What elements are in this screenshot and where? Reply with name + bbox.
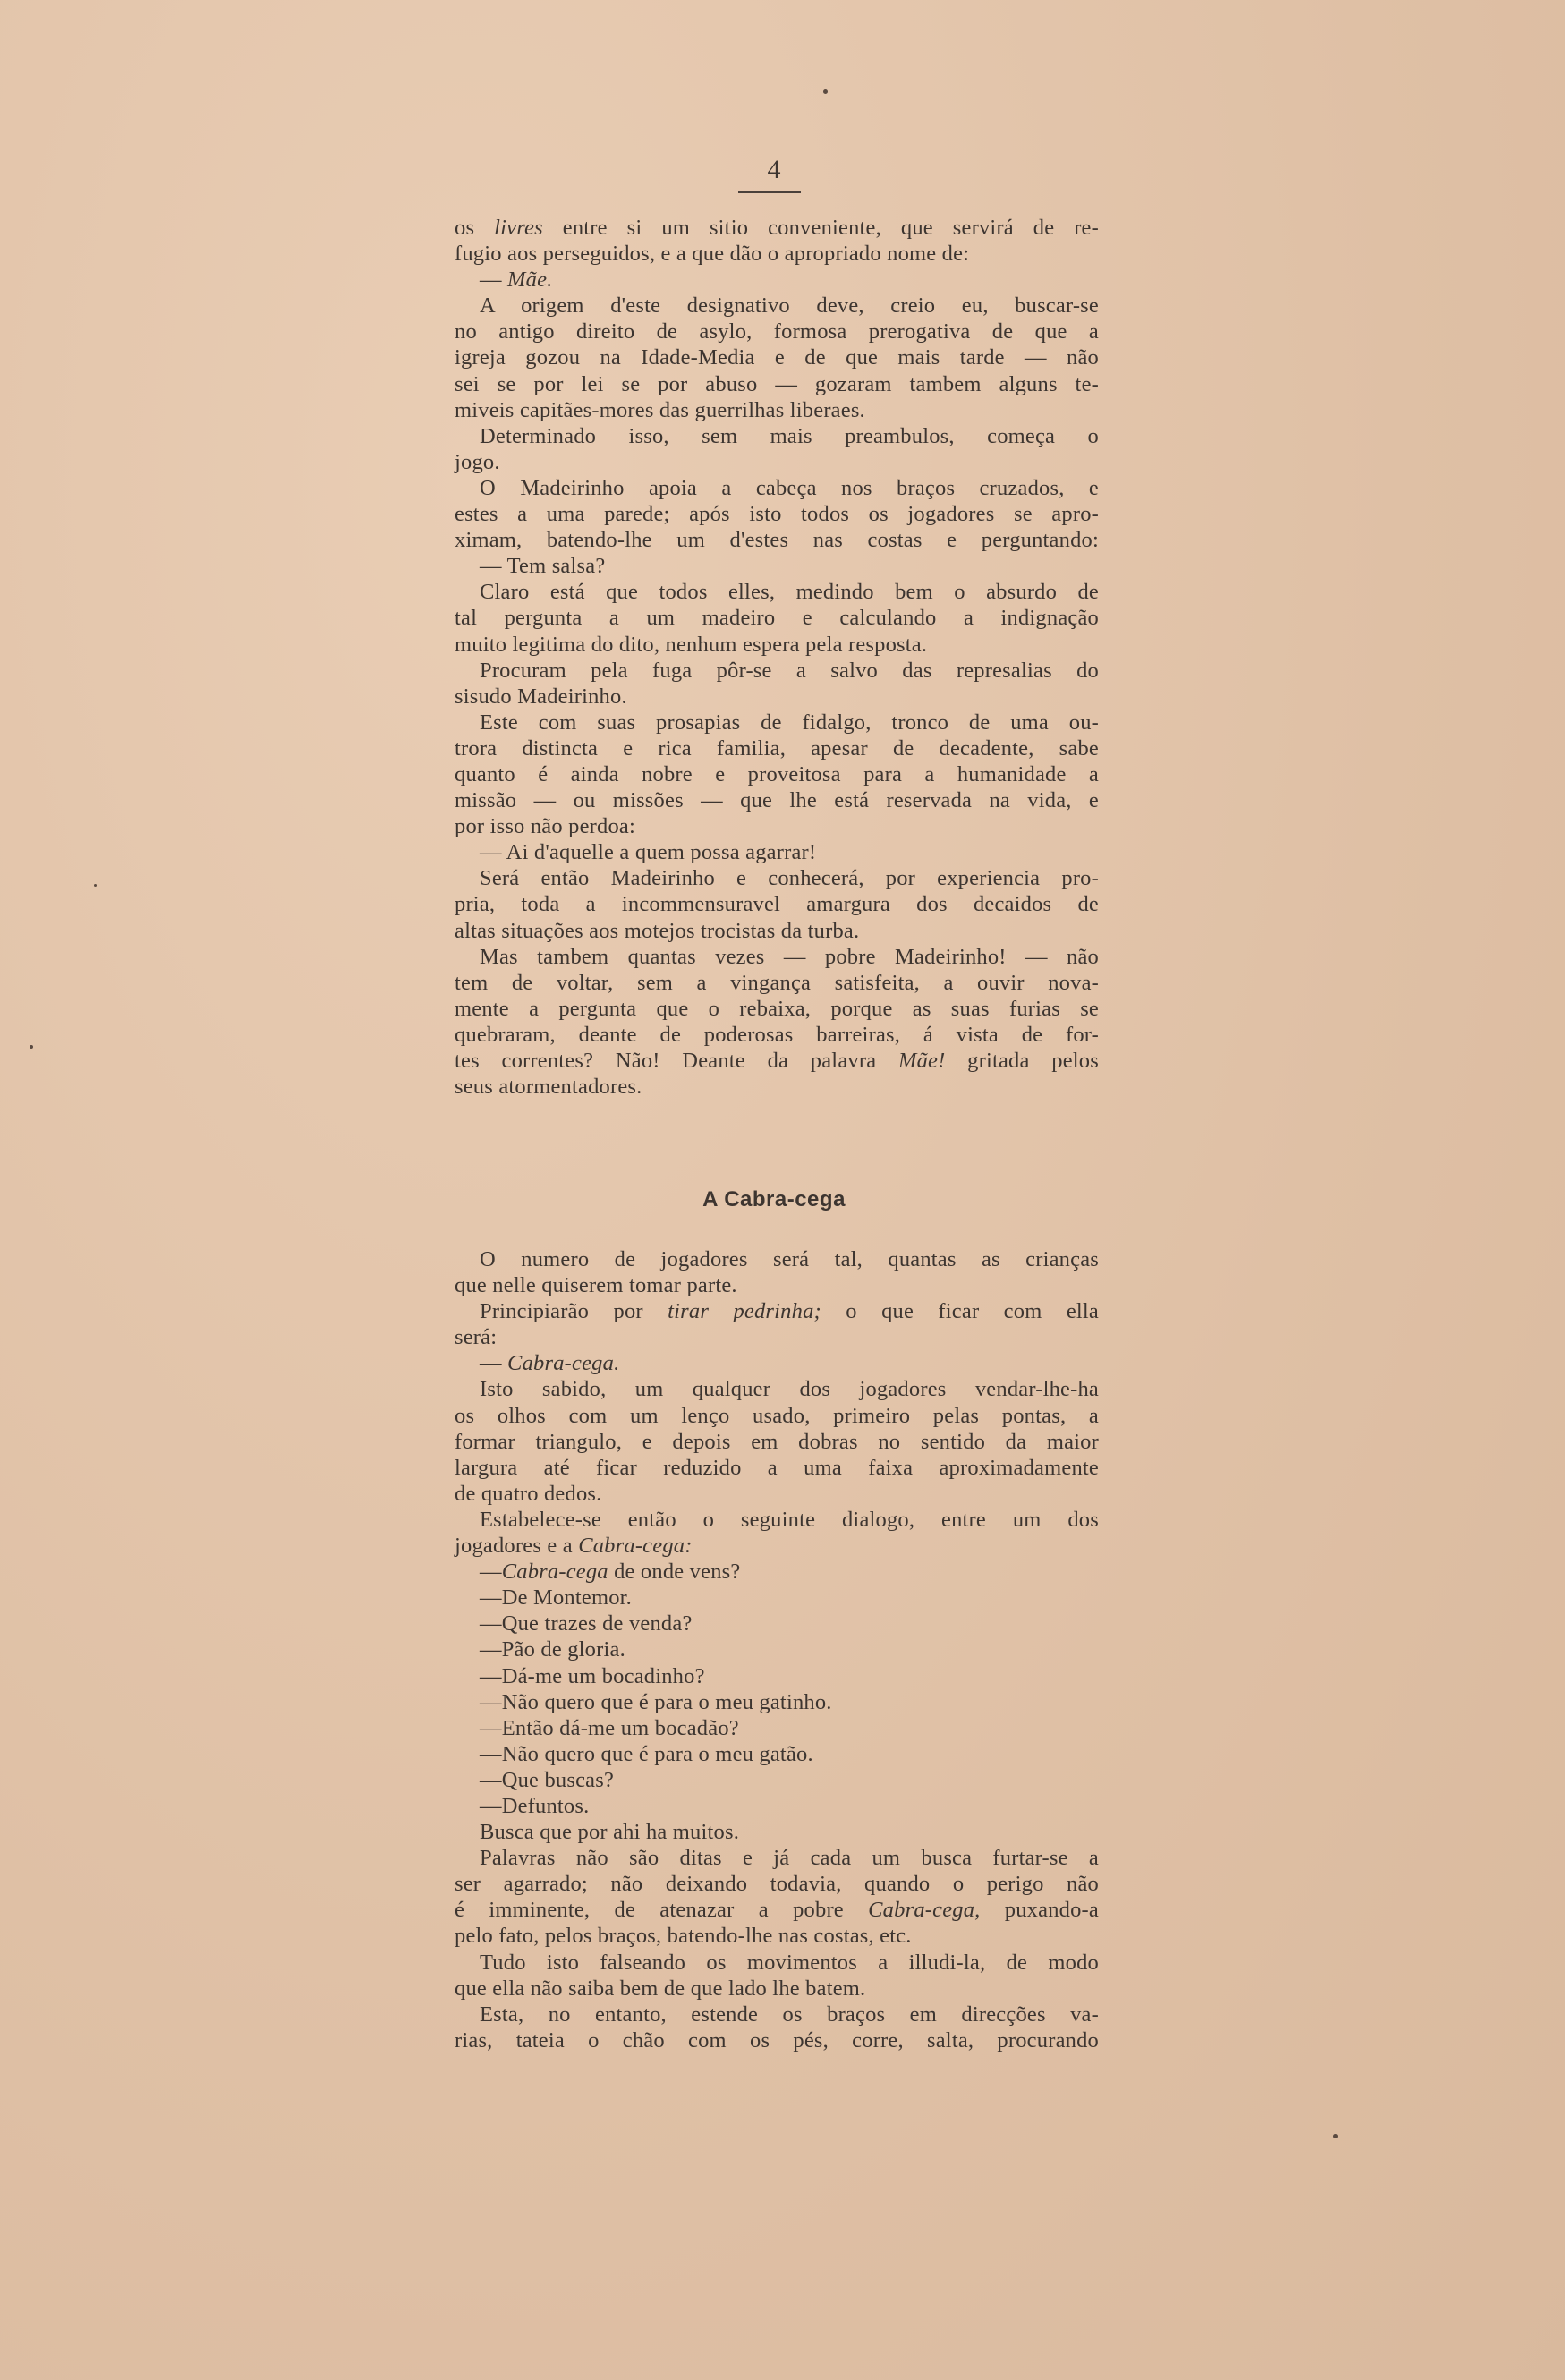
text-run: muito legitima do dito, nenhum espera pela resposta. (455, 632, 928, 657)
text-line (455, 1403, 1099, 1429)
text-run: Esta, no entanto, estende os braços em direcções va- (480, 2002, 1099, 2027)
italic-text: Cabra-cega (501, 1560, 608, 1585)
text-run: missão — ou missões — que lhe está reservada na vida, e (455, 788, 1099, 813)
text-run: Este com suas prosapias de fidalgo, tronco de uma ou- (480, 710, 1099, 735)
text-line (455, 1636, 1099, 1662)
text-line (455, 1741, 1099, 1767)
text-line (455, 553, 1099, 579)
text-run: trora distincta e rica familia, apesar de decadente, sabe (455, 735, 1099, 761)
text-line (455, 839, 1099, 865)
text-line (455, 423, 1099, 449)
text-run: ser agarrado; não deixando todavia, quando o perigo não (455, 1872, 1099, 1897)
text-line (455, 735, 1099, 761)
text-line (455, 215, 1099, 241)
text-line (455, 319, 1099, 344)
text-line (455, 1350, 1099, 1376)
section-title: A Cabra-cega (702, 1187, 846, 1211)
text-run: tal pergunta a um madeiro e calculando a indignação (455, 606, 1099, 631)
text-line (455, 684, 1099, 710)
italic-text: Cabra-cega. (507, 1351, 620, 1376)
text-run: que ella não saiba bem de que lado lhe batem. (455, 1976, 866, 2001)
text-line (455, 632, 1099, 658)
text-run: miveis capitães-mores das guerrilhas liberaes. (455, 397, 865, 422)
text-line (455, 1376, 1099, 1402)
italic-text: Cabra-cega, (868, 1898, 981, 1923)
text-line (455, 1246, 1099, 1272)
text-line (455, 710, 1099, 735)
text-run: o que ficar com ella (821, 1299, 1100, 1324)
text-line (455, 1819, 1099, 1845)
text-line (455, 1048, 1099, 1074)
text-run: será: (455, 1325, 498, 1350)
text-run: Principiarão por (480, 1299, 668, 1324)
text-run: os (455, 216, 495, 240)
text-run: Palavras não são ditas e já cada um busca furtar-se a (480, 1846, 1099, 1871)
paper-speck (30, 1045, 33, 1049)
text-run: A origem d'este designativo deve, creio eu, buscar-se (480, 293, 1099, 319)
text-run: sei se por lei se por abuso — gozaram tambem alguns te- (455, 371, 1099, 396)
text-run: os olhos com um lenço usado, primeiro pelas pontas, a (455, 1403, 1099, 1428)
text-line (455, 1298, 1099, 1324)
text-run: mente a pergunta que o rebaixa, porque as suas furias se (455, 996, 1099, 1021)
text-line (455, 1324, 1099, 1350)
text-run: é imminente, de atenazar a pobre (455, 1898, 869, 1923)
text-line (455, 397, 1099, 423)
text-line (455, 2027, 1099, 2053)
text-line (455, 1845, 1099, 1871)
text-run: O numero de jogadores será tal, quantas as crianças (480, 1247, 1099, 1271)
text-line (455, 1559, 1099, 1585)
text-run: — Ai d'aquelle a quem possa agarrar! (480, 840, 817, 865)
text-line (455, 996, 1099, 1022)
text-run: puxando-a (980, 1898, 1099, 1923)
text-line (455, 1871, 1099, 1897)
text-line (455, 813, 1099, 839)
text-run: Isto sabido, um qualquer dos jogadores vendar-lhe-ha (480, 1377, 1099, 1402)
text-run: gritada pelos (945, 1049, 1099, 1073)
text-line (455, 371, 1099, 397)
text-line (455, 1611, 1099, 1636)
text-run: pelo fato, pelos braços, batendo-lhe nas costas, etc. (455, 1924, 912, 1949)
paper-speck (94, 884, 97, 887)
text-run: jogo. (455, 449, 500, 474)
text-run: —Defuntos. (480, 1793, 590, 1818)
text-run: altas situações aos motejos trocistas da turba. (455, 918, 860, 943)
italic-text: Cabra-cega: (578, 1534, 693, 1559)
text-run: quanto é ainda nobre e proveitosa para a humanidade a (455, 761, 1099, 786)
text-run: fugio aos perseguidos, e a que dão o apropriado nome de: (455, 242, 970, 267)
italic-text: Mãe! (897, 1049, 946, 1073)
text-run: ximam, batendo-lhe um d'estes nas costas e perguntando: (455, 528, 1099, 553)
text-run: —Que buscas? (480, 1767, 615, 1792)
text-run: tem de voltar, sem a vingança satisfeita, a ouvir nova- (455, 970, 1099, 995)
text-run: Tudo isto falseando os movimentos a illudi-la, de modo (480, 1950, 1099, 1975)
text-run: Será então Madeirinho e conhecerá, por experiencia pro- (480, 866, 1099, 891)
text-line (455, 1022, 1099, 1048)
text-line (455, 1429, 1099, 1455)
text-line (455, 1767, 1099, 1793)
text-run: O Madeirinho apoia a cabeça nos braços cruzados, e (480, 475, 1099, 500)
text-line (455, 344, 1099, 370)
text-run: largura até ficar reduzido a uma faixa aproximadamente (455, 1455, 1099, 1480)
text-line (455, 293, 1099, 319)
text-line (455, 1897, 1099, 1923)
text-run: —Então dá-me um bocadão? (480, 1715, 739, 1740)
text-line (455, 1715, 1099, 1741)
paper-speck (1333, 2134, 1338, 2138)
text-run: de quatro dedos. (455, 1481, 602, 1506)
text-line (455, 1585, 1099, 1611)
text-run: Determinado isso, sem mais preambulos, começa o (480, 423, 1099, 448)
page-number: 4 (767, 155, 781, 184)
text-line (455, 1950, 1099, 1976)
text-line (455, 944, 1099, 970)
text-run: — (480, 1560, 502, 1585)
text-line (455, 970, 1099, 996)
text-line (455, 761, 1099, 787)
text-run: quebraram, deante de poderosas barreiras, á vista de for- (455, 1022, 1099, 1047)
text-run: igreja gozou na Idade-Media e de que mais tarde — não (455, 345, 1099, 370)
text-line (455, 1507, 1099, 1533)
paper-speck (823, 89, 828, 94)
text-line (455, 1976, 1099, 2002)
text-run: — Tem salsa? (480, 554, 606, 579)
text-line (455, 1533, 1099, 1559)
text-line (455, 2002, 1099, 2027)
text-line (455, 658, 1099, 684)
text-line (455, 1074, 1099, 1100)
page-number-rule (738, 191, 801, 193)
text-line (455, 475, 1099, 501)
text-run: —Dá-me um bocadinho? (480, 1663, 705, 1688)
text-run: —De Montemor. (480, 1585, 632, 1611)
text-line (455, 1455, 1099, 1481)
text-line (455, 1272, 1099, 1298)
text-run: jogadores e a (455, 1534, 579, 1559)
text-run: —Que trazes de venda? (480, 1611, 693, 1636)
text-run: pria, toda a incommensuravel amargura dos decaidos de (455, 892, 1099, 917)
text-line (455, 449, 1099, 475)
text-run: por isso não perdoa: (455, 814, 635, 839)
text-block-intro (455, 215, 1099, 1100)
text-run: no antigo direito de asylo, formosa prerogativa de que a (455, 319, 1099, 344)
text-line (455, 1663, 1099, 1689)
text-line (455, 241, 1099, 267)
text-run: —Não quero que é para o meu gatão. (480, 1741, 813, 1766)
text-line (455, 605, 1099, 631)
text-run: sisudo Madeirinho. (455, 684, 627, 709)
text-line (455, 579, 1099, 605)
italic-text: livres (494, 216, 543, 240)
text-line (455, 891, 1099, 917)
text-line (455, 1923, 1099, 1949)
text-run: Procuram pela fuga pôr-se a salvo das represalias do (480, 658, 1099, 683)
text-run: seus atormentadores. (455, 1075, 642, 1100)
text-run: —Pão de gloria. (480, 1637, 625, 1662)
text-line (455, 1689, 1099, 1715)
text-run: que nelle quiserem tomar parte. (455, 1273, 737, 1298)
italic-text: tirar pedrinha; (668, 1299, 821, 1324)
text-run: Busca que por ahi ha muitos. (480, 1820, 740, 1845)
text-run: Mas tambem quantas vezes — pobre Madeirinho! — não (480, 944, 1099, 969)
text-run: Estabelece-se então o seguinte dialogo, entre um dos (480, 1507, 1099, 1532)
text-run: de onde vens? (608, 1560, 741, 1585)
text-block-cabra-cega (455, 1246, 1099, 2053)
text-run: tes correntes? Não! Deante da palavra (455, 1049, 898, 1073)
text-run: — (480, 1351, 508, 1376)
text-line (455, 865, 1099, 891)
text-run: Claro está que todos elles, medindo bem o absurdo de (480, 580, 1099, 605)
text-line (455, 267, 1099, 293)
text-line (455, 1481, 1099, 1507)
text-run: entre si um sitio conveniente, que servirá de re- (542, 216, 1099, 240)
text-run: — (480, 268, 508, 293)
text-line (455, 787, 1099, 813)
italic-text: Mãe. (507, 268, 553, 293)
text-run: formar triangulo, e depois em dobras no sentido da maior (455, 1429, 1099, 1454)
text-line (455, 918, 1099, 944)
text-line (455, 1793, 1099, 1819)
text-run: —Não quero que é para o meu gatinho. (480, 1689, 832, 1714)
text-line (455, 527, 1099, 553)
text-run: rias, tateia o chão com os pés, corre, salta, procurando (455, 2027, 1099, 2053)
text-run: estes a uma parede; após isto todos os jogadores se apro- (455, 502, 1099, 527)
text-line (455, 501, 1099, 527)
